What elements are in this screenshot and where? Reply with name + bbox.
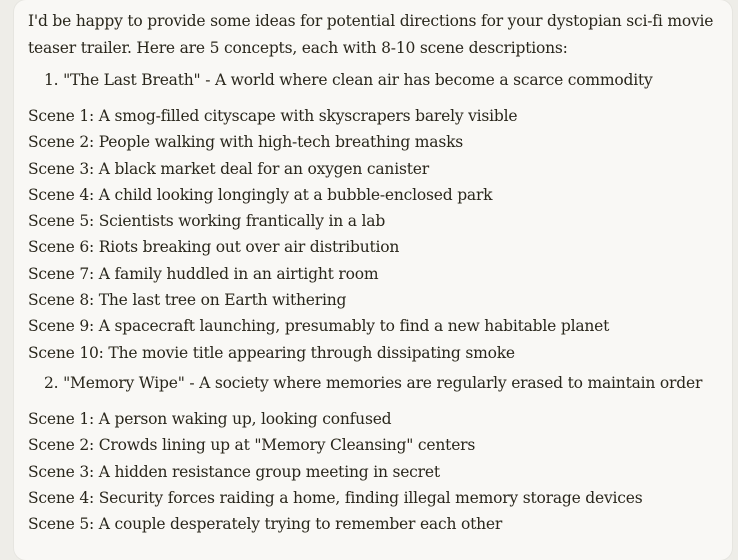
message-content — [28, 8, 718, 537]
scene-list — [28, 103, 718, 366]
scene-item: Scene 1: A person waking up, looking confused — [28, 409, 392, 428]
scene-item: Scene 4: A child looking longingly at a bubble-enclosed park — [28, 185, 493, 204]
scene-item: Scene 7: A family huddled in an airtight room — [28, 264, 379, 283]
intro-paragraph: I'd be happy to provide some ideas for potential directions for your dystopian sci-fi movie teaser trailer. Here are 5 concepts, each with 8-10 scene descriptions: — [28, 12, 714, 57]
scene-item: Scene 2: People walking with high-tech breathing masks — [28, 133, 464, 152]
scene-list — [28, 406, 718, 537]
scene-item: Scene 2: Crowds lining up at "Memory Cleansing" centers — [28, 436, 476, 455]
scene-item: Scene 10: The movie title appearing through dissipating smoke — [28, 343, 515, 362]
assistant-message-card — [14, 0, 732, 560]
concept-heading: 2. "Memory Wipe" - A society where memories are regularly erased to maintain order — [44, 373, 703, 392]
concept-heading: 1. "The Last Breath" - A world where clean air has become a scarce commodity — [44, 71, 653, 89]
scene-item: Scene 3: A black market deal for an oxygen canister — [28, 159, 429, 178]
scene-item: Scene 4: Security forces raiding a home, finding illegal memory storage devices — [28, 488, 643, 507]
scene-item: Scene 9: A spacecraft launching, presumably to find a new habitable planet — [28, 317, 610, 336]
scene-item: Scene 3: A hidden resistance group meeting in secret — [28, 462, 440, 481]
scene-item: Scene 5: A couple desperately trying to remember each other — [28, 515, 503, 534]
scene-item: Scene 8: The last tree on Earth withering — [28, 291, 347, 310]
scene-item: Scene 6: Riots breaking out over air distribution — [28, 238, 400, 257]
scene-item: Scene 1: A smog-filled cityscape with skyscrapers barely visible — [28, 107, 518, 125]
scene-item: Scene 5: Scientists working frantically in a lab — [28, 212, 386, 231]
